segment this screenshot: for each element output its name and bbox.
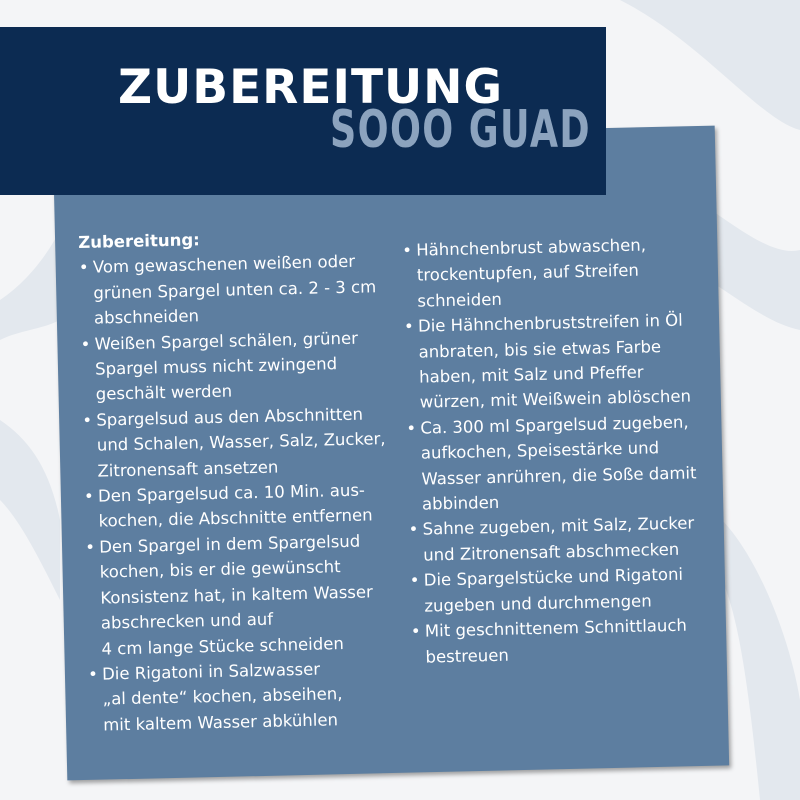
list-item	[84, 477, 405, 535]
bullet-icon: •	[82, 410, 93, 430]
list-item	[79, 248, 401, 331]
bullet-icon: •	[80, 334, 91, 354]
list-item	[88, 655, 410, 738]
bullet-icon: •	[84, 537, 96, 557]
bullet-icon: •	[78, 258, 89, 278]
step-text: Weißen Spargel schälen, grüner Spargel muss nicht zwingend geschält werden	[94, 328, 359, 405]
list-item	[85, 528, 408, 662]
page-title: ZUBEREITUNG	[118, 60, 504, 115]
page-subtitle: SOOO GUAD	[330, 100, 592, 160]
step-text: Die Spargelstücke und Rigatoni zugeben und durchmengen	[423, 564, 684, 616]
step-text: Vom gewaschenen weißen oder grünen Spargel unten ca. 2 - 3 cm abschneiden	[92, 252, 377, 328]
list-item	[82, 401, 404, 484]
section-heading: Zubereitung:	[78, 230, 200, 252]
steps-column-right	[402, 231, 732, 670]
list-item	[80, 324, 402, 407]
step-text: Ca. 300 ml Spargelsud zugeben, aufkochen, Speisestärke und Wasser anrühren, die Soße damit abbinden	[420, 412, 697, 514]
bullet-icon: •	[403, 316, 414, 337]
bullet-icon: •	[408, 520, 419, 540]
list-item	[402, 231, 724, 314]
step-text: Die Rigatoni in Salzwasser „al dente“ kochen, abseihen, mit kaltem Wasser abkühlen	[101, 659, 343, 735]
step-text: Sahne zugeben, mit Salz, Zucker und Zitronensaft abschmecken	[422, 513, 695, 565]
list-item	[404, 307, 726, 416]
bullet-icon: •	[410, 621, 421, 641]
list-item	[411, 612, 732, 670]
list-item	[406, 409, 728, 518]
bullet-icon: •	[402, 240, 413, 260]
bullet-icon: •	[406, 418, 417, 438]
bullet-icon: •	[83, 486, 94, 506]
step-text: Den Spargel in dem Spargelsud kochen, bis er die gewünscht Konsistenz hat, in kaltem Wasser abschrecken und auf 4 cm lange Stücke schneiden	[98, 531, 374, 659]
step-text: Die Hähnchenbruststreifen in Öl anbraten, bis sie etwas Farbe haben, mit Salz und Pfeffer würzen, mit Weißwein ablöschen	[417, 310, 692, 413]
bullet-icon: •	[87, 664, 99, 684]
step-text: Hähnchenbrust abwaschen, trockentupfen, auf Streifen schneiden	[416, 235, 647, 311]
bullet-icon: •	[409, 570, 420, 591]
list-item	[408, 510, 729, 568]
step-text: Mit geschnittenem Schnittlauch bestreuen	[424, 615, 688, 667]
step-text: Spargelsud aus den Abschnitten und Schalen, Wasser, Salz, Zucker, Zitronensaft ansetzen	[96, 404, 386, 481]
step-text: Den Spargelsud ca. 10 Min. aus- kochen, die Abschnitte entfernen	[97, 480, 373, 532]
list-item	[409, 561, 730, 619]
steps-column-left	[78, 223, 409, 738]
